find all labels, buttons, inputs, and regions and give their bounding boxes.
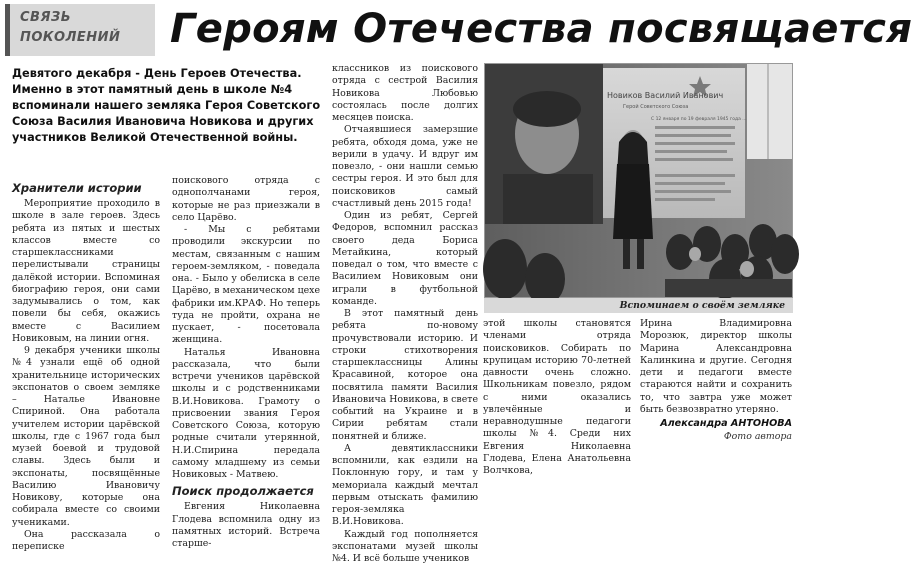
paragraph: Каждый год пополняется экспонатами музей школы №4. И всё больше учеников xyxy=(332,529,478,565)
column-4 xyxy=(483,318,631,454)
section-title-search: Поиск продолжается xyxy=(172,483,320,499)
column-2 xyxy=(172,175,320,454)
photo-caption: Вспоминаем о своём земляке xyxy=(484,298,793,313)
photo-illustration xyxy=(485,64,792,297)
headline: Героям Отечества посвящается xyxy=(170,0,795,58)
paragraph: Евгения Николаевна Глодева вспомнила одну из памятных историй. Встреча старше- xyxy=(172,501,320,550)
paragraph: Наталья Ивановна рассказала, что были встречи учеников царёвской школы и с родственниками В.И.Новикова. Грамоту о присвоении звания Героя Советского Союза, которую родные считали утерянной, Н.И.Спирина передала самому младшему из семьи Новиковых - Матвею. xyxy=(172,347,320,482)
screen-name-text: Новиков Василий Иванович xyxy=(607,91,723,100)
paragraph: этой школы становятся членами отряда поисковиков. Собирать по крупицам историю 70-летней давности очень сложно. Школьникам повезло, рядом с ними оказались увлечённые и неравнодушные педагоги школы №4. Среди них Евгения Николаевна Глодева, Елена Анатольевна Волчкова, xyxy=(483,318,631,477)
paragraph: - Мы с ребятами проводили экскурсии по местам, связанным с нашим героем-земляком, - поведала она. - Было у обелиска в селе Царёво, в механическом цехе фабрики им.КРАФ. Но теперь туда не пройти, охрана не пускает, - посетовала женщина. xyxy=(172,224,320,347)
rubric-label xyxy=(5,4,155,56)
rubric-line-1: СВЯЗЬ xyxy=(20,8,155,28)
paragraph: В этот памятный день ребята по-новому прочувствовали историю. И строки стихотворения старшеклассницы Алины Красавиной, которое она посвятила памяти Василия Ивановича Новикова, в свете событий на Украине и в Сирии ребятам стали понятней и ближе. xyxy=(332,308,478,443)
column-1 xyxy=(12,180,160,454)
rubric-line-2: ПОКОЛЕНИЙ xyxy=(20,28,155,48)
paragraph: Ирина Владимировна Морозюк, директор школы Марина Александровна Калинкина и другие. Сегодня дети и педагоги вместе стараются найти и сохранить то, что завтра уже может быть безвозвратно утеряно. xyxy=(640,318,792,416)
paragraph: Один из ребят, Сергей Федоров, вспомнил рассказ своего деда Бориса Метайкина, который поведал о том, что вместе с Василием Новиковым они играли в футбольной команде. xyxy=(332,210,478,308)
paragraph: поискового отряда с однополчанами героя, которые не раз приезжали в село Царёво. xyxy=(172,175,320,224)
column-3 xyxy=(332,63,478,454)
paragraph: Она рассказала о переписке xyxy=(12,529,160,554)
paragraph: А девятиклассники вспомнили, как ездили на Поклонную гору, и там у мемориала каждый мечтал первым отыскать фамилию героя-земляка В.И.Новикова. xyxy=(332,443,478,529)
article-photo xyxy=(484,63,793,298)
paragraph: Мероприятие проходило в школе в зале героев. Здесь ребята из пятых и шестых классов вместе со старшеклассниками перелистывали страницы далёкой истории. Вспоминая биографию героя, они сами задумывались о том, как повели бы себя, окажись вместе с Василием Новиковым, на линии огня. xyxy=(12,198,160,345)
screen-poster-text: С 12 января по 19 февраля 1945 года ... xyxy=(651,116,747,122)
paragraph: классников из поискового отряда с сестрой Василия Новикова Любовью состоялась после долгих месяцев поиска. xyxy=(332,63,478,124)
photo-credit: Фото автора xyxy=(640,431,792,443)
paragraph: 9 декабря ученики школы №4 узнали ещё об одной хранительнице исторических экспонатов о своем земляке – Наталье Ивановне Спириной. Она работала учителем истории царёвской школы, где с 1967 года был музей боевой и трудовой славы. Здесь были и экспонаты, посвящённые Василию Ивановичу Новикову, которые она собирала вместе со своими учениками. xyxy=(12,345,160,529)
author-name: Александра АНТОНОВА xyxy=(640,418,792,430)
lead-paragraph: Девятого декабря - День Героев Отечества. Именно в этот памятный день в школе №4 вспоминали нашего земляка Героя Советского Союза Василия Ивановича Новикова и других участников Великой Отечественной войны. xyxy=(12,66,330,146)
paragraph: Отчаявшиеся замерзшие ребята, обходя дома, уже не верили в удачу. И вдруг им повезло, - они нашли семью сестры героя. И это был для поисковиков самый счастливый день 2015 года! xyxy=(332,124,478,210)
section-title-history: Хранители истории xyxy=(12,180,160,196)
screen-subtitle-text: Герой Советского Союза xyxy=(623,103,688,110)
column-5 xyxy=(640,318,792,418)
